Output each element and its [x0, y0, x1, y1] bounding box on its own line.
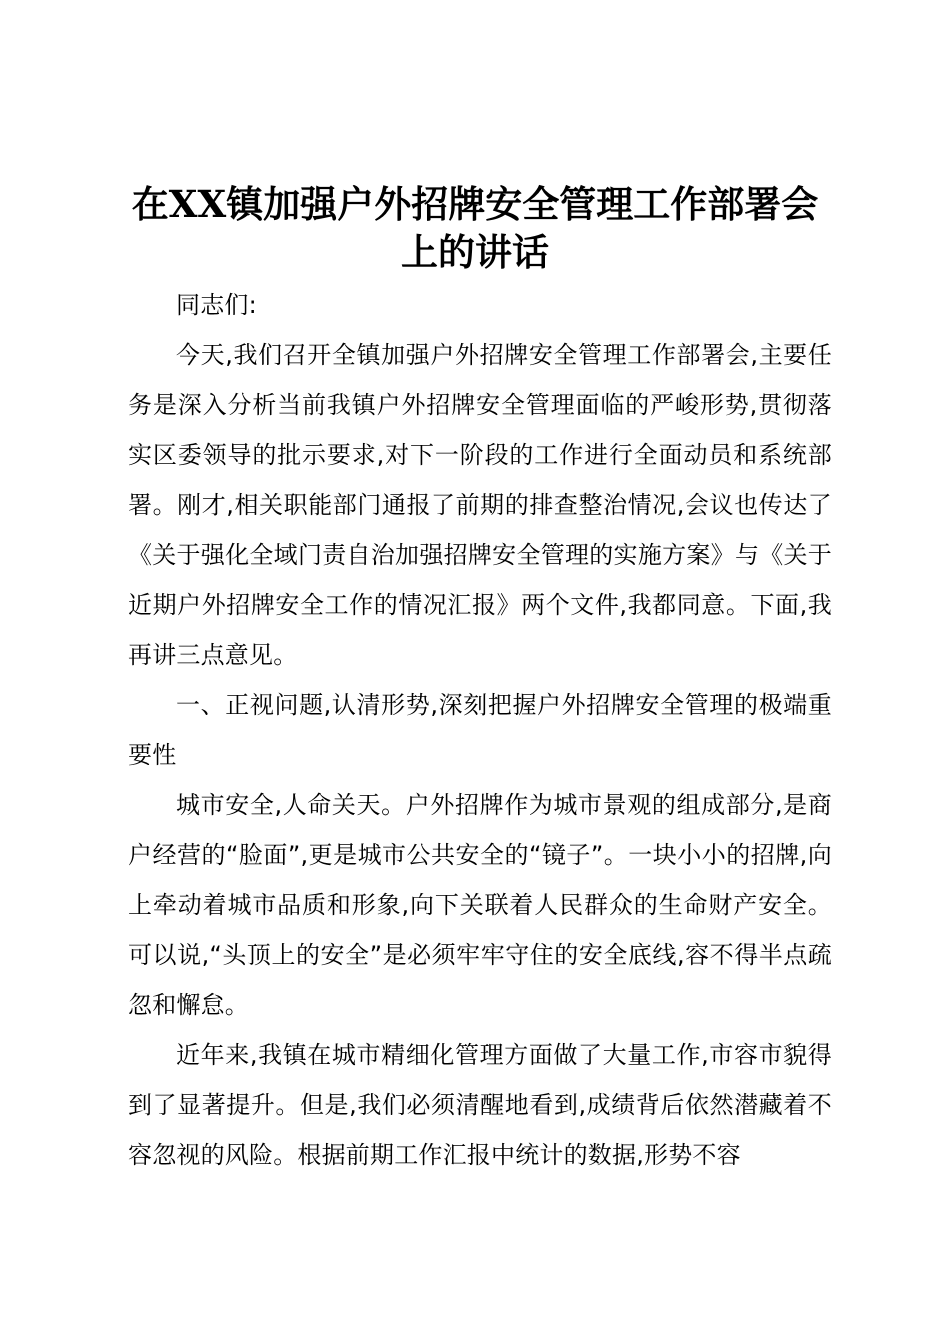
paragraph-recent-years: 近年来,我镇在城市精细化管理方面做了大量工作,市容市貌得到了显著提升。但是,我们必须清醒地看到,成绩背后依然潜藏着不容忽视的风险。根据前期工作汇报中统计的数据,形势不容: [128, 1041, 832, 1169]
paragraph-intro: 今天,我们召开全镇加强户外招牌安全管理工作部署会,主要任务是深入分析当前我镇户外招牌安全管理面临的严峻形势,贯彻落实区委领导的批示要求,对下一阶段的工作进行全面动员和系统部署。刚才,相关职能部门通报了前期的排查整治情况,会议也传达了《关于强化全域门责自治加强招牌安全管理的实施方案》与《关于近期户外招牌安全工作的情况汇报》两个文件,我都同意。下面,我再讲三点意见。: [128, 341, 832, 669]
document-title: 在XX镇加强户外招牌安全管理工作部署会上的讲话: [131, 182, 819, 274]
section-heading-1: 一、正视问题,认清形势,深刻把握户外招牌安全管理的极端重要性: [128, 691, 832, 769]
greeting: 同志们:: [176, 291, 257, 319]
document-body: [128, 280, 832, 1180]
paragraph-city-safety: 城市安全,人命关天。户外招牌作为城市景观的组成部分,是商户经营的“脸面”,更是城市公共安全的“镜子”。一块小小的招牌,向上牵动着城市品质和形象,向下关联着人民群众的生命财产安全。可以说,“头顶上的安全”是必须牢牢守住的安全底线,容不得半点疏忽和懈怠。: [128, 791, 832, 1019]
